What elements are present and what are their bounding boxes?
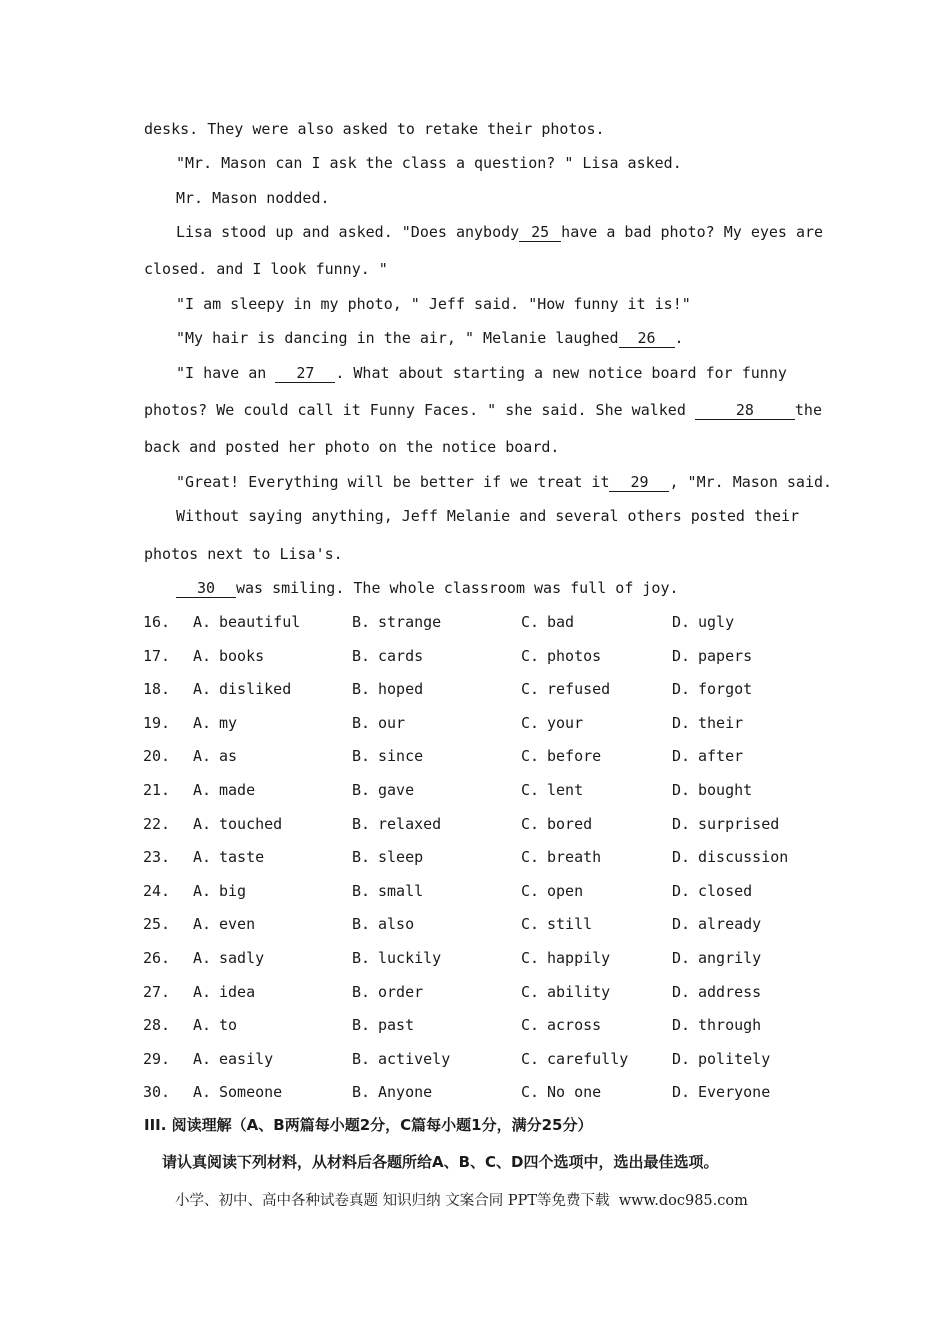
option-letter-d: D. [672,613,691,631]
option-b: since [378,747,424,766]
option-d: address [698,982,762,1001]
option-b: hoped [378,680,424,699]
option-b: past [378,1016,415,1035]
option-a: as [219,747,238,766]
option-letter-c: C. [521,781,540,799]
question-row [0,982,950,1002]
blank-27: 27 [275,364,335,383]
option-letter-b: B. [352,713,371,732]
passage-line: "I am sleepy in my photo, " Jeff said. "How funny it is!" [176,295,691,313]
option-letter-a: A. [193,982,212,1001]
option-c: across [547,1016,602,1035]
option-letter-c: C. [521,613,540,631]
option-c: refused [547,680,611,699]
question-number: 26. [143,949,171,967]
option-c: carefully [547,1049,629,1068]
question-row [0,1049,950,1069]
option-c: lent [547,781,584,799]
option-d: ugly [698,613,735,631]
question-row [0,914,950,934]
option-letter-a: A. [193,1016,212,1035]
option-a: books [219,646,265,665]
option-d: after [698,747,744,766]
option-letter-a: A. [193,646,212,665]
option-letter-a: A. [193,781,212,799]
option-letter-c: C. [521,848,540,867]
blank-30: 30 [176,579,236,598]
passage-line [176,328,684,348]
option-letter-b: B. [352,881,371,900]
passage-line [176,363,787,383]
option-letter-d: D. [672,1049,691,1068]
option-letter-a: A. [193,881,212,900]
question-number: 16. [143,613,171,631]
question-row [0,746,950,766]
question-row [0,646,950,666]
option-a: made [219,781,256,799]
question-number: 21. [143,781,171,799]
option-b: order [378,982,424,1001]
option-b: our [378,713,406,732]
option-d: bought [698,781,753,799]
passage-text: the [794,401,822,419]
option-b: strange [378,613,442,631]
footer-text: 小学、初中、高中各种试卷真题 知识归纳 文案合同 PPT等免费下载 www.doc985.com [175,1193,748,1209]
option-letter-c: C. [521,949,540,967]
option-letter-d: D. [672,680,691,699]
option-a: my [219,713,238,732]
passage-line: "Mr. Mason can I ask the class a question? " Lisa asked. [176,154,682,172]
option-letter-a: A. [193,814,212,833]
blank-29: 29 [609,473,669,492]
option-d: papers [698,646,753,665]
option-a: taste [219,848,265,867]
passage-line: Without saying anything, Jeff Melanie and several others posted their [176,507,800,525]
option-d: discussion [698,848,789,867]
option-b: luckily [378,949,442,967]
question-number: 22. [143,814,171,833]
question-number: 28. [143,1016,171,1035]
passage-text: photos? We could call it Funny Faces. " she said. She walked [144,401,695,419]
option-c: your [547,713,584,732]
option-letter-b: B. [352,1049,371,1068]
option-letter-c: C. [521,881,540,900]
question-row [0,679,950,699]
option-letter-a: A. [193,613,212,631]
passage-line: closed. and I look funny. " [144,260,388,278]
option-letter-b: B. [352,848,371,867]
option-letter-d: D. [672,646,691,665]
option-c: bad [547,613,575,631]
option-letter-a: A. [193,680,212,699]
option-letter-b: B. [352,949,371,967]
question-row [0,612,950,632]
option-b: cards [378,646,424,665]
question-number: 17. [143,646,171,665]
question-row [0,814,950,834]
option-letter-d: D. [672,881,691,900]
option-a: Someone [219,1083,283,1102]
option-letter-b: B. [352,814,371,833]
passage-text: was smiling. The whole classroom was full of joy. [236,579,679,597]
option-letter-a: A. [193,713,212,732]
option-c: still [547,915,593,934]
option-letter-b: B. [352,680,371,699]
option-letter-a: A. [193,1083,212,1102]
option-a: disliked [219,680,292,699]
option-a: to [219,1016,238,1035]
blank-26: 26 [619,329,675,348]
option-a: beautiful [219,613,301,631]
passage-line [176,222,823,242]
option-letter-b: B. [352,1016,371,1035]
option-c: photos [547,646,602,665]
blank-25: 25 [519,223,561,242]
option-c: happily [547,949,611,967]
passage-line: Mr. Mason nodded. [176,189,330,207]
question-row [0,713,950,733]
option-letter-c: C. [521,1083,540,1102]
option-letter-c: C. [521,646,540,665]
question-number: 25. [143,915,171,934]
option-letter-d: D. [672,949,691,967]
question-number: 29. [143,1049,171,1068]
passage-text: . What about starting a new notice board for funny [335,364,787,382]
question-row [0,1082,950,1102]
option-b: relaxed [378,814,442,833]
option-letter-a: A. [193,1049,212,1068]
passage-text: "My hair is dancing in the air, " Melanie laughed [176,329,619,347]
option-b: gave [378,781,415,799]
option-letter-b: B. [352,646,371,665]
option-a: idea [219,982,256,1001]
option-b: Anyone [378,1083,433,1102]
question-row [0,847,950,867]
option-d: forgot [698,680,753,699]
option-b: actively [378,1049,451,1068]
option-letter-d: D. [672,848,691,867]
option-letter-c: C. [521,680,540,699]
option-d: politely [698,1049,771,1068]
option-d: through [698,1016,762,1035]
question-number: 24. [143,881,171,900]
passage-line [144,400,822,420]
option-letter-c: C. [521,1049,540,1068]
option-letter-a: A. [193,848,212,867]
passage-text: . [674,329,684,347]
option-d: already [698,915,762,934]
option-letter-d: D. [672,1083,691,1102]
passage-text: , "Mr. Mason said. [669,473,833,491]
option-letter-c: C. [521,915,540,934]
option-c: open [547,881,584,900]
option-letter-c: C. [521,1016,540,1035]
option-d: Everyone [698,1083,771,1102]
blank-28: 28 [695,401,795,420]
option-b: sleep [378,848,424,867]
option-a: big [219,881,247,900]
option-letter-d: D. [672,814,691,833]
option-letter-b: B. [352,781,371,799]
option-a: easily [219,1049,274,1068]
option-letter-d: D. [672,747,691,766]
option-a: touched [219,814,283,833]
passage-line: back and posted her photo on the notice board. [144,438,560,456]
option-letter-b: B. [352,613,371,631]
question-number: 19. [143,713,171,732]
option-letter-b: B. [352,982,371,1001]
passage-line: photos next to Lisa's. [144,545,343,563]
question-number: 30. [143,1083,171,1102]
option-d: surprised [698,814,780,833]
question-row [0,1015,950,1035]
section-instruction: 请认真阅读下列材料，从材料后各题所给A、B、C、D四个选项中，选出最佳选项。 [162,1153,719,1171]
option-letter-a: A. [193,949,212,967]
option-letter-b: B. [352,915,371,934]
question-row [0,780,950,800]
question-number: 27. [143,982,171,1001]
option-letter-d: D. [672,713,691,732]
option-letter-d: D. [672,781,691,799]
option-letter-c: C. [521,713,540,732]
passage-line: desks. They were also asked to retake their photos. [144,120,605,138]
option-letter-b: B. [352,1083,371,1102]
option-c: bored [547,814,593,833]
option-letter-d: D. [672,1016,691,1035]
option-c: before [547,747,602,766]
passage-text: "Great! Everything will be better if we treat it [176,473,610,491]
option-letter-a: A. [193,915,212,934]
option-letter-a: A. [193,747,212,766]
passage-text: have a bad photo? My eyes are [561,223,824,241]
question-number: 20. [143,747,171,766]
option-a: even [219,915,256,934]
option-letter-d: D. [672,982,691,1001]
option-d: angrily [698,949,762,967]
passage-line [176,472,832,492]
option-d: closed [698,881,753,900]
option-a: sadly [219,949,265,967]
option-letter-c: C. [521,747,540,766]
question-row [0,881,950,901]
passage-text: "I have an [176,364,276,382]
option-b: small [378,881,424,900]
option-b: also [378,915,415,934]
option-letter-d: D. [672,915,691,934]
option-letter-c: C. [521,982,540,1001]
option-d: their [698,713,744,732]
question-number: 23. [143,848,171,867]
passage-line [176,578,679,598]
option-c: breath [547,848,602,867]
question-number: 18. [143,680,171,699]
question-row [0,948,950,968]
option-c: ability [547,982,611,1001]
option-letter-b: B. [352,747,371,766]
option-letter-c: C. [521,814,540,833]
option-c: No one [547,1083,602,1102]
section-title: III. 阅读理解（A、B两篇每小题2分，C篇每小题1分，满分25分） [144,1116,593,1134]
passage-text: Lisa stood up and asked. "Does anybody [176,223,520,241]
